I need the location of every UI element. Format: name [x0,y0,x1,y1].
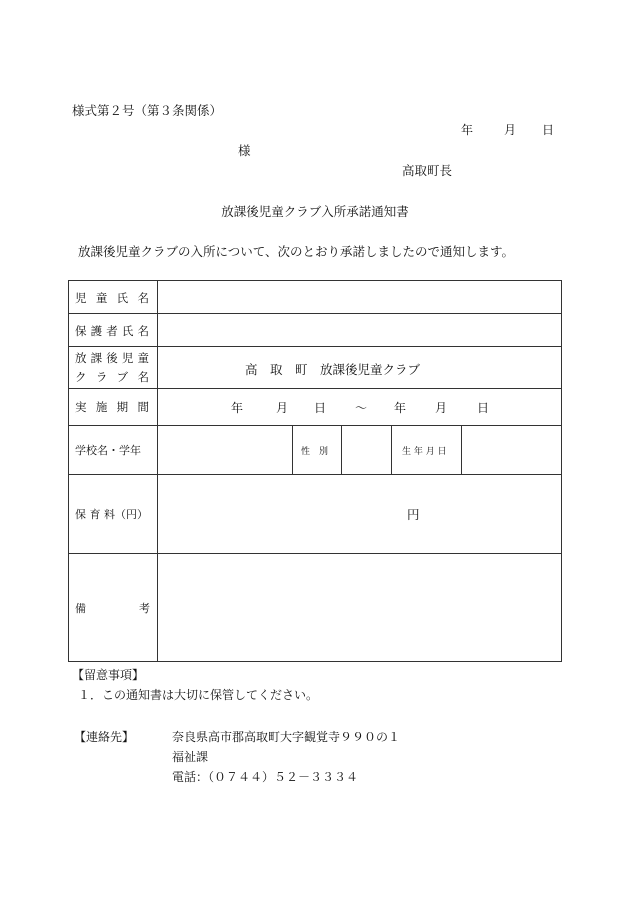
school-grade-label: 学校名・学年 [75,444,141,457]
row-divider [69,313,561,314]
row-divider [69,346,561,347]
intro-text: 放課後児童クラブの入所について、次のとおり承諾しましたので通知します。 [78,244,515,259]
period-separator: ～ [355,401,368,415]
gender-label: 性 別 [301,447,329,457]
notice-table [68,280,562,662]
cell-divider [391,425,392,474]
contact-phone: 電話：（０７４４）５２－３３３４ [172,770,359,784]
birthdate-label: 生 年 月 日 [402,447,447,457]
addressee-suffix: 様 [238,143,251,158]
issuer: 高取町長 [402,163,453,178]
period-label: 実 施 期 間 [75,400,149,414]
row-divider [69,474,561,475]
contact-label: 【連絡先】 [74,730,135,744]
date-day: 日 [542,123,555,137]
document-title: 放課後児童クラブ入所承諾通知書 [221,204,409,219]
contact-address: 奈良県高市郡高取町大字観覚寺９９０の１ [172,730,401,744]
notes-heading: 【留意事項】 [72,668,145,682]
row-divider [69,425,561,426]
club-name-value: 高 取 町 放課後児童クラブ [245,362,421,377]
notes-item-1: １．この通知書は大切に保管してください。 [78,688,319,702]
contact-department: 福祉課 [172,750,209,764]
period-start-day: 日 [314,401,327,415]
cell-divider [461,425,462,474]
cell-divider [341,425,342,474]
guardian-name-label: 保 護 者 氏 名 [75,324,149,338]
fee-label: 保 育 料（円） [75,508,148,521]
period-start-month: 月 [276,401,289,415]
row-divider [69,553,561,554]
period-end-day: 日 [477,401,490,415]
row-divider [69,388,561,389]
period-start-year: 年 [231,401,244,415]
remarks-label-1: 備 [75,602,86,615]
remarks-label-2: 考 [139,602,150,615]
club-name-label-line2: ク ラ ブ 名 [75,370,149,384]
period-end-month: 月 [435,401,448,415]
date-month: 月 [504,123,517,137]
label-column-divider [157,281,158,661]
date-year: 年 [461,123,474,137]
cell-divider [292,425,293,474]
club-name-label-line1: 放 課 後 児 童 [75,351,149,365]
child-name-label: 児 童 氏 名 [75,291,149,305]
fee-unit: 円 [407,507,420,522]
form-number: 様式第２号（第３条関係） [72,103,223,118]
period-end-year: 年 [394,401,407,415]
